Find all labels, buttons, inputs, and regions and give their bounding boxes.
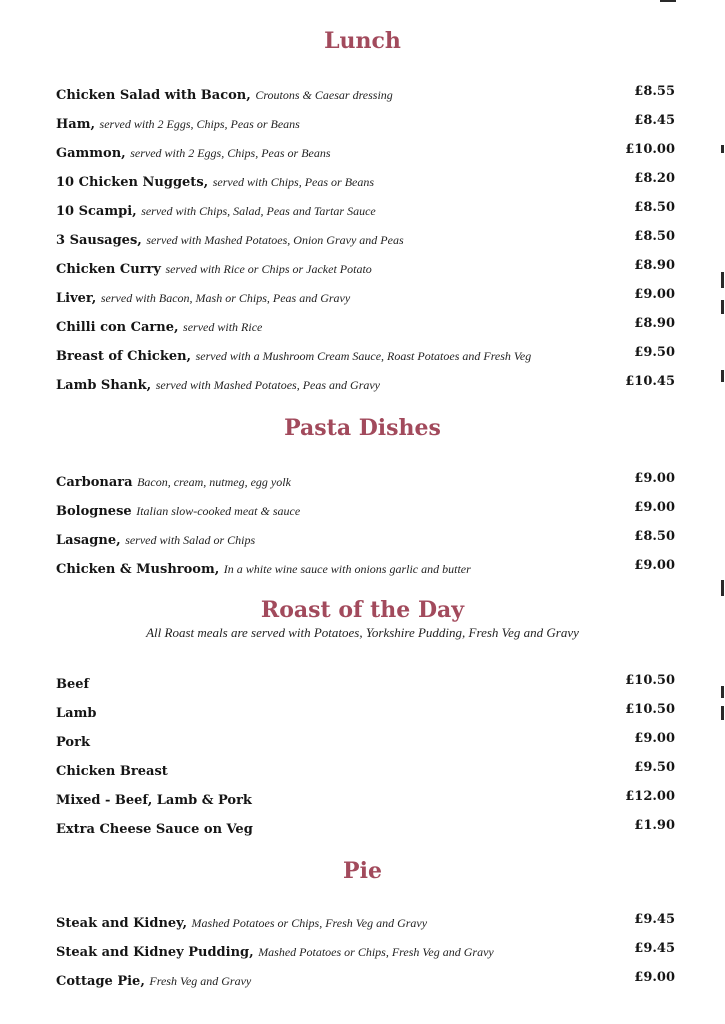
scan-edge-mark (721, 686, 724, 698)
menu-item (0, 558, 725, 582)
menu-item (0, 731, 725, 755)
menu-item-price: £9.00 (634, 287, 675, 302)
menu-item (0, 912, 725, 936)
menu-item-name (56, 764, 168, 779)
scan-edge-mark (721, 706, 724, 720)
menu-item-price: £9.00 (634, 500, 675, 515)
menu-item-price: £9.00 (634, 731, 675, 746)
menu-item-description: served with Mashed Potatoes, Peas and Gravy (155, 378, 381, 392)
menu-item (0, 818, 725, 842)
menu-item-title: Chicken Curry (56, 262, 161, 277)
menu-item-description: served with Salad or Chips (125, 533, 256, 547)
menu-item-title: Carbonara (56, 475, 133, 490)
menu-item-name (56, 378, 380, 393)
menu-item (0, 171, 725, 195)
menu-item-title: Ham, (56, 117, 95, 132)
menu-item (0, 84, 725, 108)
scan-edge-mark (721, 370, 724, 382)
menu-item-title: Chilli con Carne, (56, 320, 179, 335)
menu-item (0, 200, 725, 224)
menu-item-description: served with 2 Eggs, Chips, Peas or Beans (130, 146, 331, 160)
menu-item (0, 229, 725, 253)
menu-item-description: Fresh Veg and Gravy (149, 974, 252, 988)
menu-item-description: served with Chips, Peas or Beans (212, 175, 375, 189)
scan-edge-mark (721, 580, 724, 596)
section-title-lunch: Lunch (324, 28, 401, 54)
menu-item-description: served with 2 Eggs, Chips, Peas or Beans (99, 117, 300, 131)
menu-item-price: £12.00 (625, 789, 675, 804)
menu-item-name (56, 533, 255, 548)
menu-item-price: £8.50 (634, 529, 675, 544)
menu-item-name (56, 320, 262, 335)
menu-item-description: Croutons & Caesar dressing (255, 88, 393, 102)
menu-item-description: served with Rice or Chips or Jacket Potato (165, 262, 372, 276)
menu-item-price: £9.45 (634, 912, 675, 927)
menu-item-name (56, 945, 494, 960)
menu-item-title: Steak and Kidney Pudding, (56, 945, 254, 960)
menu-item-name (56, 146, 331, 161)
menu-item-title: 10 Chicken Nuggets, (56, 175, 209, 190)
menu-item (0, 345, 725, 369)
menu-item-description: served with Bacon, Mash or Chips, Peas and Gravy (100, 291, 351, 305)
menu-item-title: Chicken Breast (56, 764, 168, 779)
menu-item-title: Breast of Chicken, (56, 349, 192, 364)
menu-item (0, 529, 725, 553)
menu-item-name (56, 88, 393, 103)
menu-item-title: Cottage Pie, (56, 974, 145, 989)
menu-item (0, 673, 725, 697)
menu-item-description: served with Rice (183, 320, 263, 334)
menu-item-name (56, 706, 96, 721)
menu-item-name (56, 262, 372, 277)
scan-edge-mark (721, 300, 724, 314)
menu-item-title: Gammon, (56, 146, 126, 161)
menu-item-description: served with Mashed Potatoes, Onion Gravy and Peas (146, 233, 404, 247)
menu-item (0, 287, 725, 311)
menu-item-title: Chicken & Mushroom, (56, 562, 220, 577)
menu-item-price: £8.90 (634, 316, 675, 331)
menu-item-price: £8.45 (634, 113, 675, 128)
menu-item-name (56, 822, 253, 837)
menu-item (0, 941, 725, 965)
menu-item-price: £10.00 (625, 142, 675, 157)
menu-item-price: £9.50 (634, 760, 675, 775)
menu-item-price: £9.00 (634, 471, 675, 486)
menu-item (0, 500, 725, 524)
menu-item-name (56, 504, 300, 519)
menu-item (0, 142, 725, 166)
menu-item (0, 760, 725, 784)
menu-item-price: £1.90 (634, 818, 675, 833)
menu-item (0, 702, 725, 726)
menu-item-description: Italian slow-cooked meat & sauce (136, 504, 301, 518)
menu-item-title: Extra Cheese Sauce on Veg (56, 822, 253, 837)
menu-item-name (56, 117, 300, 132)
menu-item-description: Bacon, cream, nutmeg, egg yolk (137, 475, 291, 489)
menu-item-name (56, 677, 89, 692)
section-title-roast: Roast of the Day (260, 597, 465, 623)
menu-item-price: £9.45 (634, 941, 675, 956)
menu-item-description: served with a Mushroom Cream Sauce, Roast Potatoes and Fresh Veg (195, 349, 532, 363)
menu-item-title: 10 Scampi, (56, 204, 137, 219)
menu-item-price: £9.00 (634, 558, 675, 573)
menu-item (0, 970, 725, 994)
menu-item-name (56, 475, 291, 490)
menu-item-name (56, 916, 427, 931)
menu-item-name (56, 974, 251, 989)
menu-item-price: £8.20 (634, 171, 675, 186)
section-title-pie: Pie (343, 858, 382, 884)
menu-item-description: In a white wine sauce with onions garlic and butter (223, 562, 471, 576)
menu-item-name (56, 735, 90, 750)
menu-item-title: Steak and Kidney, (56, 916, 187, 931)
menu-item-title: Chicken Salad with Bacon, (56, 88, 251, 103)
menu-item-title: Lamb Shank, (56, 378, 152, 393)
menu-item-name (56, 175, 374, 190)
section-title-pasta: Pasta Dishes (284, 415, 441, 441)
roast-subtitle: All Roast meals are served with Potatoes, Yorkshire Pudding, Fresh Veg and Gravy (146, 625, 579, 640)
menu-item-name (56, 291, 350, 306)
menu-item-price: £8.55 (634, 84, 675, 99)
menu-item (0, 113, 725, 137)
menu-item-title: Lamb (56, 706, 97, 721)
menu-item-name (56, 349, 531, 364)
menu-item-description: served with Chips, Salad, Peas and Tartar Sauce (141, 204, 376, 218)
scan-edge-mark (721, 272, 724, 288)
menu-item-description: Mashed Potatoes or Chips, Fresh Veg and Gravy (191, 916, 428, 930)
menu-item-title: Beef (56, 677, 90, 692)
menu-item-name (56, 793, 252, 808)
menu-item (0, 789, 725, 813)
menu-item-title: Lasagne, (56, 533, 121, 548)
menu-item-price: £10.45 (625, 374, 675, 389)
menu-item-title: Bolognese (56, 504, 132, 519)
menu-item-title: 3 Sausages, (56, 233, 142, 248)
menu-item-price: £10.50 (625, 673, 675, 688)
menu-item-title: Mixed - Beef, Lamb & Pork (56, 793, 252, 808)
menu-item-price: £8.90 (634, 258, 675, 273)
menu-item-price: £8.50 (634, 229, 675, 244)
scan-edge-mark (721, 145, 724, 153)
menu-item-price: £9.50 (634, 345, 675, 360)
menu-item-price: £8.50 (634, 200, 675, 215)
menu-item (0, 471, 725, 495)
menu-item-description: Mashed Potatoes or Chips, Fresh Veg and Gravy (258, 945, 494, 959)
menu-item-name (56, 233, 404, 248)
scan-edge-mark (660, 0, 676, 2)
menu-item (0, 258, 725, 282)
menu-item-price: £10.50 (625, 702, 675, 717)
menu-item (0, 374, 725, 398)
menu-item-price: £9.00 (634, 970, 675, 985)
menu-item-name (56, 562, 471, 577)
menu-item-name (56, 204, 376, 219)
menu-item (0, 316, 725, 340)
menu-item-title: Pork (56, 735, 90, 750)
menu-item-title: Liver, (56, 291, 97, 306)
